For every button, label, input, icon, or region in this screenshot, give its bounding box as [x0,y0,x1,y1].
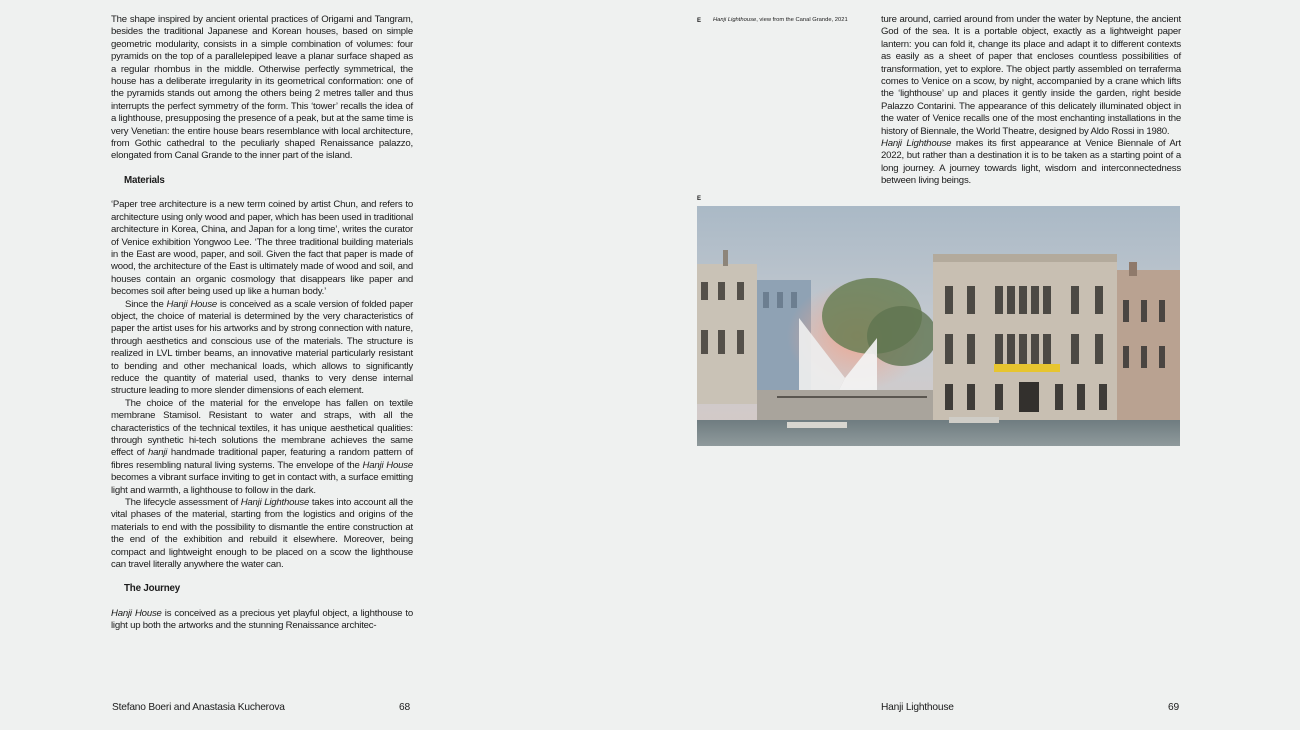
image-marker: E [697,196,702,202]
footer-author: Stefano Boeri and Anastasia Kucherova [112,702,285,713]
right-palazzo [1117,270,1180,420]
paragraph-envelope: The choice of the material for the envelope has fallen on textile membrane Stamisol. Resistant to water and straps, with all the characteristics of the technical textiles, it has unique aesthetical qualities: through synthetic hi-tech solutions the membrane achieves the same effect of hanji handmade traditional paper, featuring a random pattern of fibres resembling natural living systems. The envelope of the Hanji House becomes a vibrant surface inviting to get in contact with, a surface emitting light and warmth, a lighthouse to follow in the dark. [111,397,414,496]
banner [994,364,1060,372]
footer-title: Hanji Lighthouse [881,702,954,713]
paragraph-shape: The shape inspired by ancient oriental practices of Origami and Tangram, besides the traditional Japanese and Korean houses, based on simple geometric modularity, consists in a simple combination of volumes: four pyramids on the top of a parallelepiped leave a planar surface shaped as a regular rhombus in the middle. Otherwise perfectly symmetrical, the house has a deliberate irregularity in its geometrical conformation: one of the pyramids stands out among the others being 2 metres taller and thus interrupts the perfect symmetry of the form. This ‘tower’ recalls the idea of a lighthouse, presupposing the presence of a peak, but at the same time is very Venetian: the entire house bears resemblance with local architecture, from Gothic cathedral to the peculiarly shaped Renaissance palazzo, elongated from Canal Grande to the inner part of the island. [111,14,413,162]
image-caption: Hanji Lighthouse, view from the Canal Grande, 2021 [713,17,848,23]
right-text-column [881,14,1181,188]
paragraph-first-appearance: Hanji Lighthouse makes its first appearance at Venice Biennale of Art 2022, but rather than a destination it is to be taken as a starting point of a long journey. A journey towards light, wisdom and interconnectedness between living beings. [881,138,1181,187]
paragraph-paper-tree: ‘Paper tree architecture is a new term coined by artist Chun, and refers to architecture using only wood and paper, which has been used in traditional architecture in Korea, China, and Japan for a long time’, writes the curator of Venice exhibition Yongwoo Lee. ‘The three traditional building materials in the East are wood, paper, and soil. Given the fact that paper is made of wood, the architecture of the East is ultimately made of wood and soil, and houses contain an organic cosmology that disappears like paper and becomes soil after being used up like a human body.’ [111,199,413,298]
venice-illustration [697,206,1180,446]
caption-marker: E [697,18,702,24]
paragraph-lifecycle: The lifecycle assessment of Hanji Lighthouse takes into account all the vital phases of the material, starting from the logistics and origins of the materials to end with the possibility to dismantle the entire construction at the end of the exhibition and rebuild it elsewhere. Moreover, being compact and lightweight enough to be placed on a scow the lighthouse can travel literally anywhere the water can. [111,497,413,571]
page-number-left: 68 [399,702,410,713]
boat [787,422,847,428]
page-number-right: 69 [1168,702,1179,713]
paragraph-precious-object: Hanji House is conceived as a precious yet playful object, a lighthouse to light up both the artworks and the stunning Renaissance architec- [111,607,413,632]
heading-materials: Materials [124,174,165,186]
canal-water [697,420,1180,446]
paragraph-scale-version: Since the Hanji House is conceived as a scale version of folded paper object, the choice of material is determined by the very characteristics of paper the artist uses for his artworks and by strong connection with nature, through aesthetics and conscious use of the materials. The structure is realized in LVL timber beams, an innovative material particularly resistant to bending and other mechanical loads, which allows to significantly reduce the quantity of material used, thanks to very dense internal structure leading to more slender dimensions of each element. [111,298,413,397]
heading-journey: The Journey [124,583,181,595]
right-page [650,0,1300,730]
left-text-column [111,14,413,633]
canal-grande-photo [697,206,1180,446]
paragraph-neptune: ture around, carried around from under the water by Neptune, the ancient God of the sea. It is a portable object, exactly as a lightweight paper lantern: you can fold it, change its place and adapt it to different contexts as easily as a sheet of paper that encloses countless possibilities of transformation, yet to explore. The object partly assembled on terraferma comes to Venice on a scow, by night, accompanied by a crane which lifts the ‘lighthouse’ up and places it gently inside the garden, right beside Palazzo Contarini. The appearance of this delicately illuminated object in the water of Venice recalls one of the most enchanting installations in the history of Biennale, the World Theatre, designed by Aldo Rossi in 1980. [881,14,1181,137]
